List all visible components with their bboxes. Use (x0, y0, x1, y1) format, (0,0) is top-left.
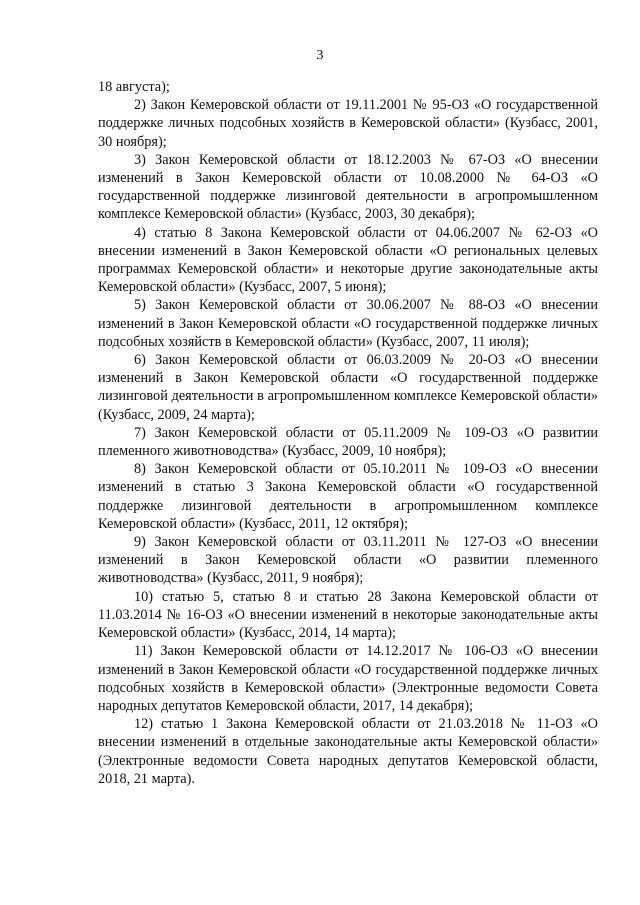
paragraph-continuation: 18 августа); (98, 79, 170, 95)
list-item-4: 4) статью 8 Закона Кемеровской области от 04.06.2007 № 62-ОЗ «О внесении изменений в Закон Кемеровской области «О региональных целевых программах Кемеровской области» и некоторые другие законодательные акты Кемеровской области» (Кузбасс, 2007, 5 июня); (98, 224, 598, 296)
list-item-10: 10) статью 5, статью 8 и статью 28 Закона Кемеровской области от 11.03.2014 № 16-ОЗ «О внесении изменений в некоторые законодательные акты Кемеровской области» (Кузбасс, 2014, 14 марта); (98, 588, 598, 642)
list-item-9: 9) Закон Кемеровской области от 03.11.2011 № 127-ОЗ «О внесении изменений в Закон Кемеровской области «О развитии племенного животноводства» (Кузбасс, 2011, 9 ноября); (98, 534, 598, 587)
list-item-3: 3) Закон Кемеровской области от 18.12.2003 № 67-ОЗ «О внесении изменений в Закон Кемеровской области от 10.08.2000 № 64-ОЗ «О государственной поддержке лизинговой деятельности в агропромышленном комплексе Кемеровской области» (Кузбасс, 2003, 30 декабря); (98, 151, 598, 223)
list-item-5: 5) Закон Кемеровской области от 30.06.2007 № 88-ОЗ «О внесении изменений в Закон Кемеровской области «О государственной поддержке личных подсобных хозяйств в Кемеровской области» (Кузбасс, 2007, 11 июля); (98, 297, 598, 350)
list-item-11: 11) Закон Кемеровской области от 14.12.2017 № 106-ОЗ «О внесении изменений в Закон Кемеровской области «О государственной поддержке личных подсобных хозяйств в Кемеровской области» (Электронные ведомости Совета народных депутатов Кемеровской области, 2017, 14 декабря); (98, 643, 598, 714)
list-item-12: 12) статью 1 Закона Кемеровской области от 21.03.2018 № 11-ОЗ «О внесении изменений в отдельные законодательные акты Кемеровской области» (Электронные ведомости Совета народных депутатов Кемеровской области, 2018, 21 марта). (98, 716, 598, 787)
list-item-2: 2) Закон Кемеровской области от 19.11.2001 № 95-ОЗ «О государственной поддержке личных подсобных хозяйств в Кемеровской области» (Кузбасс, 2001, 30 ноября); (98, 97, 598, 150)
list-item-7: 7) Закон Кемеровской области от 05.11.2009 № 109-ОЗ «О развитии племенного животноводства» (Кузбасс, 2009, 10 ноября); (98, 424, 598, 460)
list-item-6: 6) Закон Кемеровской области от 06.03.2009 № 20-ОЗ «О внесении изменений в Закон Кемеровской области «О государственной поддержке лизинговой деятельности в агропромышленном комплексе Кемеровской области» (Кузбасс, 2009, 24 марта); (98, 352, 598, 423)
page-number: 3 (316, 48, 324, 63)
list-item-8: 8) Закон Кемеровской области от 05.10.2011 № 109-ОЗ «О внесении изменений в статью 3 Закона Кемеровской области «О государственной поддержке лизинговой деятельности в агропромышленном комплексе Кемеровской области» (Кузбасс, 2011, 12 октября); (98, 461, 598, 532)
document-body (98, 78, 598, 788)
